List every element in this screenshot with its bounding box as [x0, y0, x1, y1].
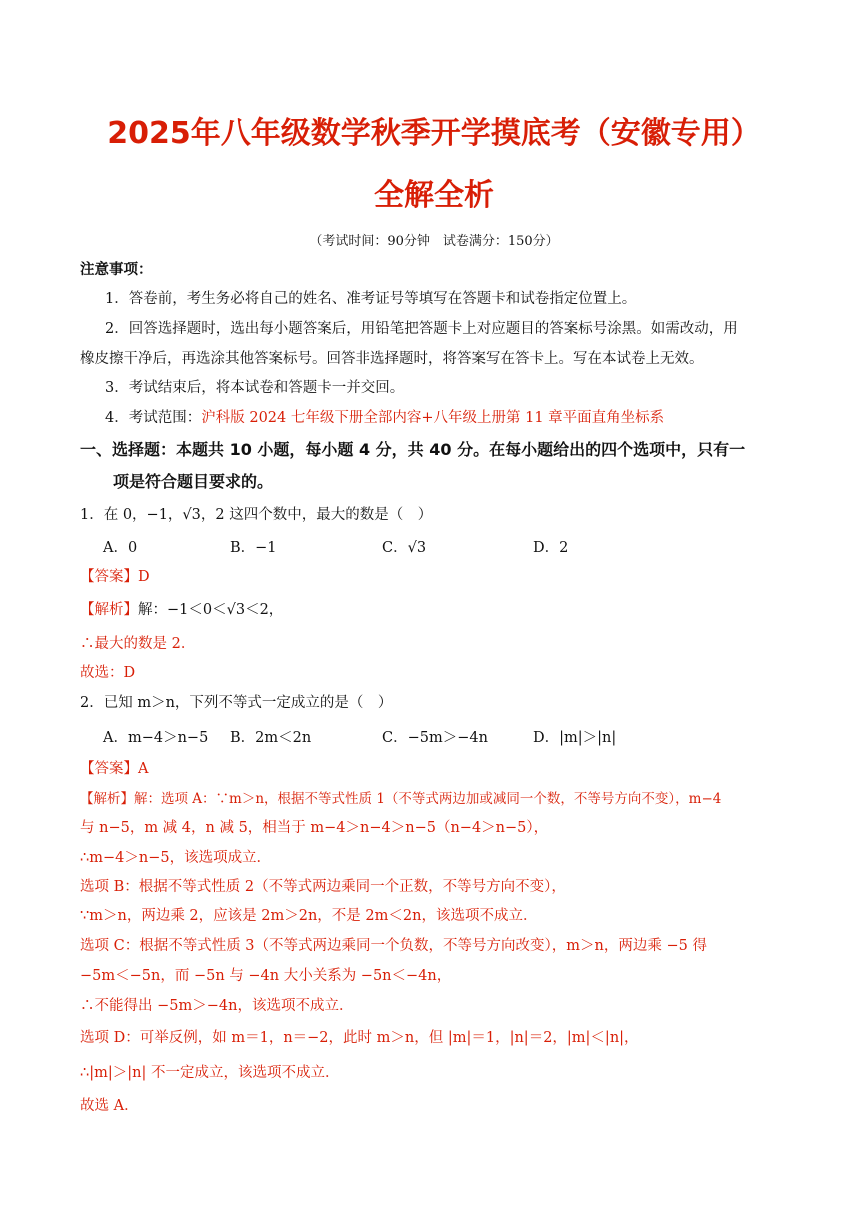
section-1-heading-cont: 项是符合题目要求的。 [113, 472, 274, 491]
note-2: 2．回答选择题时，选出每小题答案后，用铅笔把答题卡上对应题目的答案标号涂黑。如需改动，用 [105, 321, 738, 337]
document-title: 2025年八年级数学秋季开学摸底考（安徽专用） [107, 116, 761, 151]
q1-option-b: B．−1 [230, 540, 277, 556]
q2-analysis-line-1: 【解析】解：选项 A：∵m＞n，根据不等式性质 1（不等式两边加或减同一个数，不等号方向不变），m−4 [80, 791, 722, 807]
notes-heading: 注意事项： [80, 261, 153, 278]
q2-answer: 【答案】A [80, 761, 149, 777]
q2-analysis-line-2: 与 n−5，m 减 4，n 减 5，相当于 m−4＞n−4＞n−5（n−4＞n−5）， [80, 820, 549, 836]
note-1: 1．答卷前，考生务必将自己的姓名、准考证号等填写在答题卡和试卷指定位置上。 [105, 291, 637, 307]
q2-option-c: C．−5m＞−4n [382, 730, 488, 746]
q2-option-a: A．m−4＞n−5 [103, 730, 209, 746]
q2-analysis-line-7: −5m＜−5n，而 −5n 与 −4n 大小关系为 −5n＜−4n， [80, 968, 452, 984]
q2-analysis-line-6: 选项 C：根据不等式性质 3（不等式两边乘同一个负数，不等号方向改变），m＞n，两边乘 −5 得 [80, 938, 707, 954]
q2-option-b: B．2m＜2n [230, 730, 312, 746]
section-1-heading: 一、选择题：本题共 10 小题，每小题 4 分，共 40 分。在每小题给出的四个选项中，只有一 [80, 440, 746, 459]
q1-answer: 【答案】D [80, 569, 150, 585]
q1-option-a: A．0 [103, 540, 138, 556]
q1-analysis-label: 【解析】 [80, 602, 138, 618]
q1-stem: 1．在 0，−1，√3，2 这四个数中，最大的数是（ ） [80, 507, 433, 523]
q2-stem: 2．已知 m＞n，下列不等式一定成立的是（ ） [80, 695, 393, 711]
q1-analysis-text: 解：−1＜0＜√3＜2， [138, 602, 284, 618]
note-4-scope: 沪科版 2024 七年级下册全部内容+八年级上册第 11 章平面直角坐标系 [201, 410, 665, 426]
q2-analysis-line-5: ∵m＞n，两边乘 2，应该是 2m＞2n，不是 2m＜2n，该选项不成立． [80, 908, 538, 924]
q2-option-d: D．|m|＞|n| [533, 730, 617, 746]
q2-analysis-line-9: 选项 D：可举反例，如 m＝1，n＝−2，此时 m＞n，但 |m|＝1，|n|＝2，|m|＜|n|， [80, 1030, 639, 1046]
q1-option-d: D．2 [533, 540, 569, 556]
note-4 [105, 408, 664, 428]
q2-analysis-line-3: ∴m−4＞n−5，该选项成立． [80, 850, 272, 866]
q1-option-c: C．√3 [382, 540, 427, 556]
note-4-prefix: 4．考试范围： [105, 410, 202, 426]
q2-analysis-line-10: ∴|m|＞|n| 不一定成立，该选项不成立． [80, 1065, 340, 1081]
q2-analysis-line-8: ∴不能得出 −5m＞−4n，该选项不成立． [80, 998, 354, 1014]
exam-info: （考试时间：90分钟 试卷满分：150分） [309, 234, 559, 249]
q2-analysis-line-11: 故选 A． [80, 1098, 139, 1114]
q1-analysis [80, 600, 283, 620]
document-subtitle: 全解全析 [374, 178, 494, 213]
q1-conclusion: ∴最大的数是 2． [80, 636, 196, 652]
note-3: 3．考试结束后，将本试卷和答题卡一并交回。 [105, 380, 405, 396]
note-2-cont: 橡皮擦干净后，再选涂其他答案标号。回答非选择题时，将答案写在答卡上。写在本试卷上无效。 [80, 351, 704, 367]
q1-choice: 故选：D [80, 665, 136, 681]
q2-analysis-line-4: 选项 B：根据不等式性质 2（不等式两边乘同一个正数，不等号方向不变）， [80, 879, 566, 895]
